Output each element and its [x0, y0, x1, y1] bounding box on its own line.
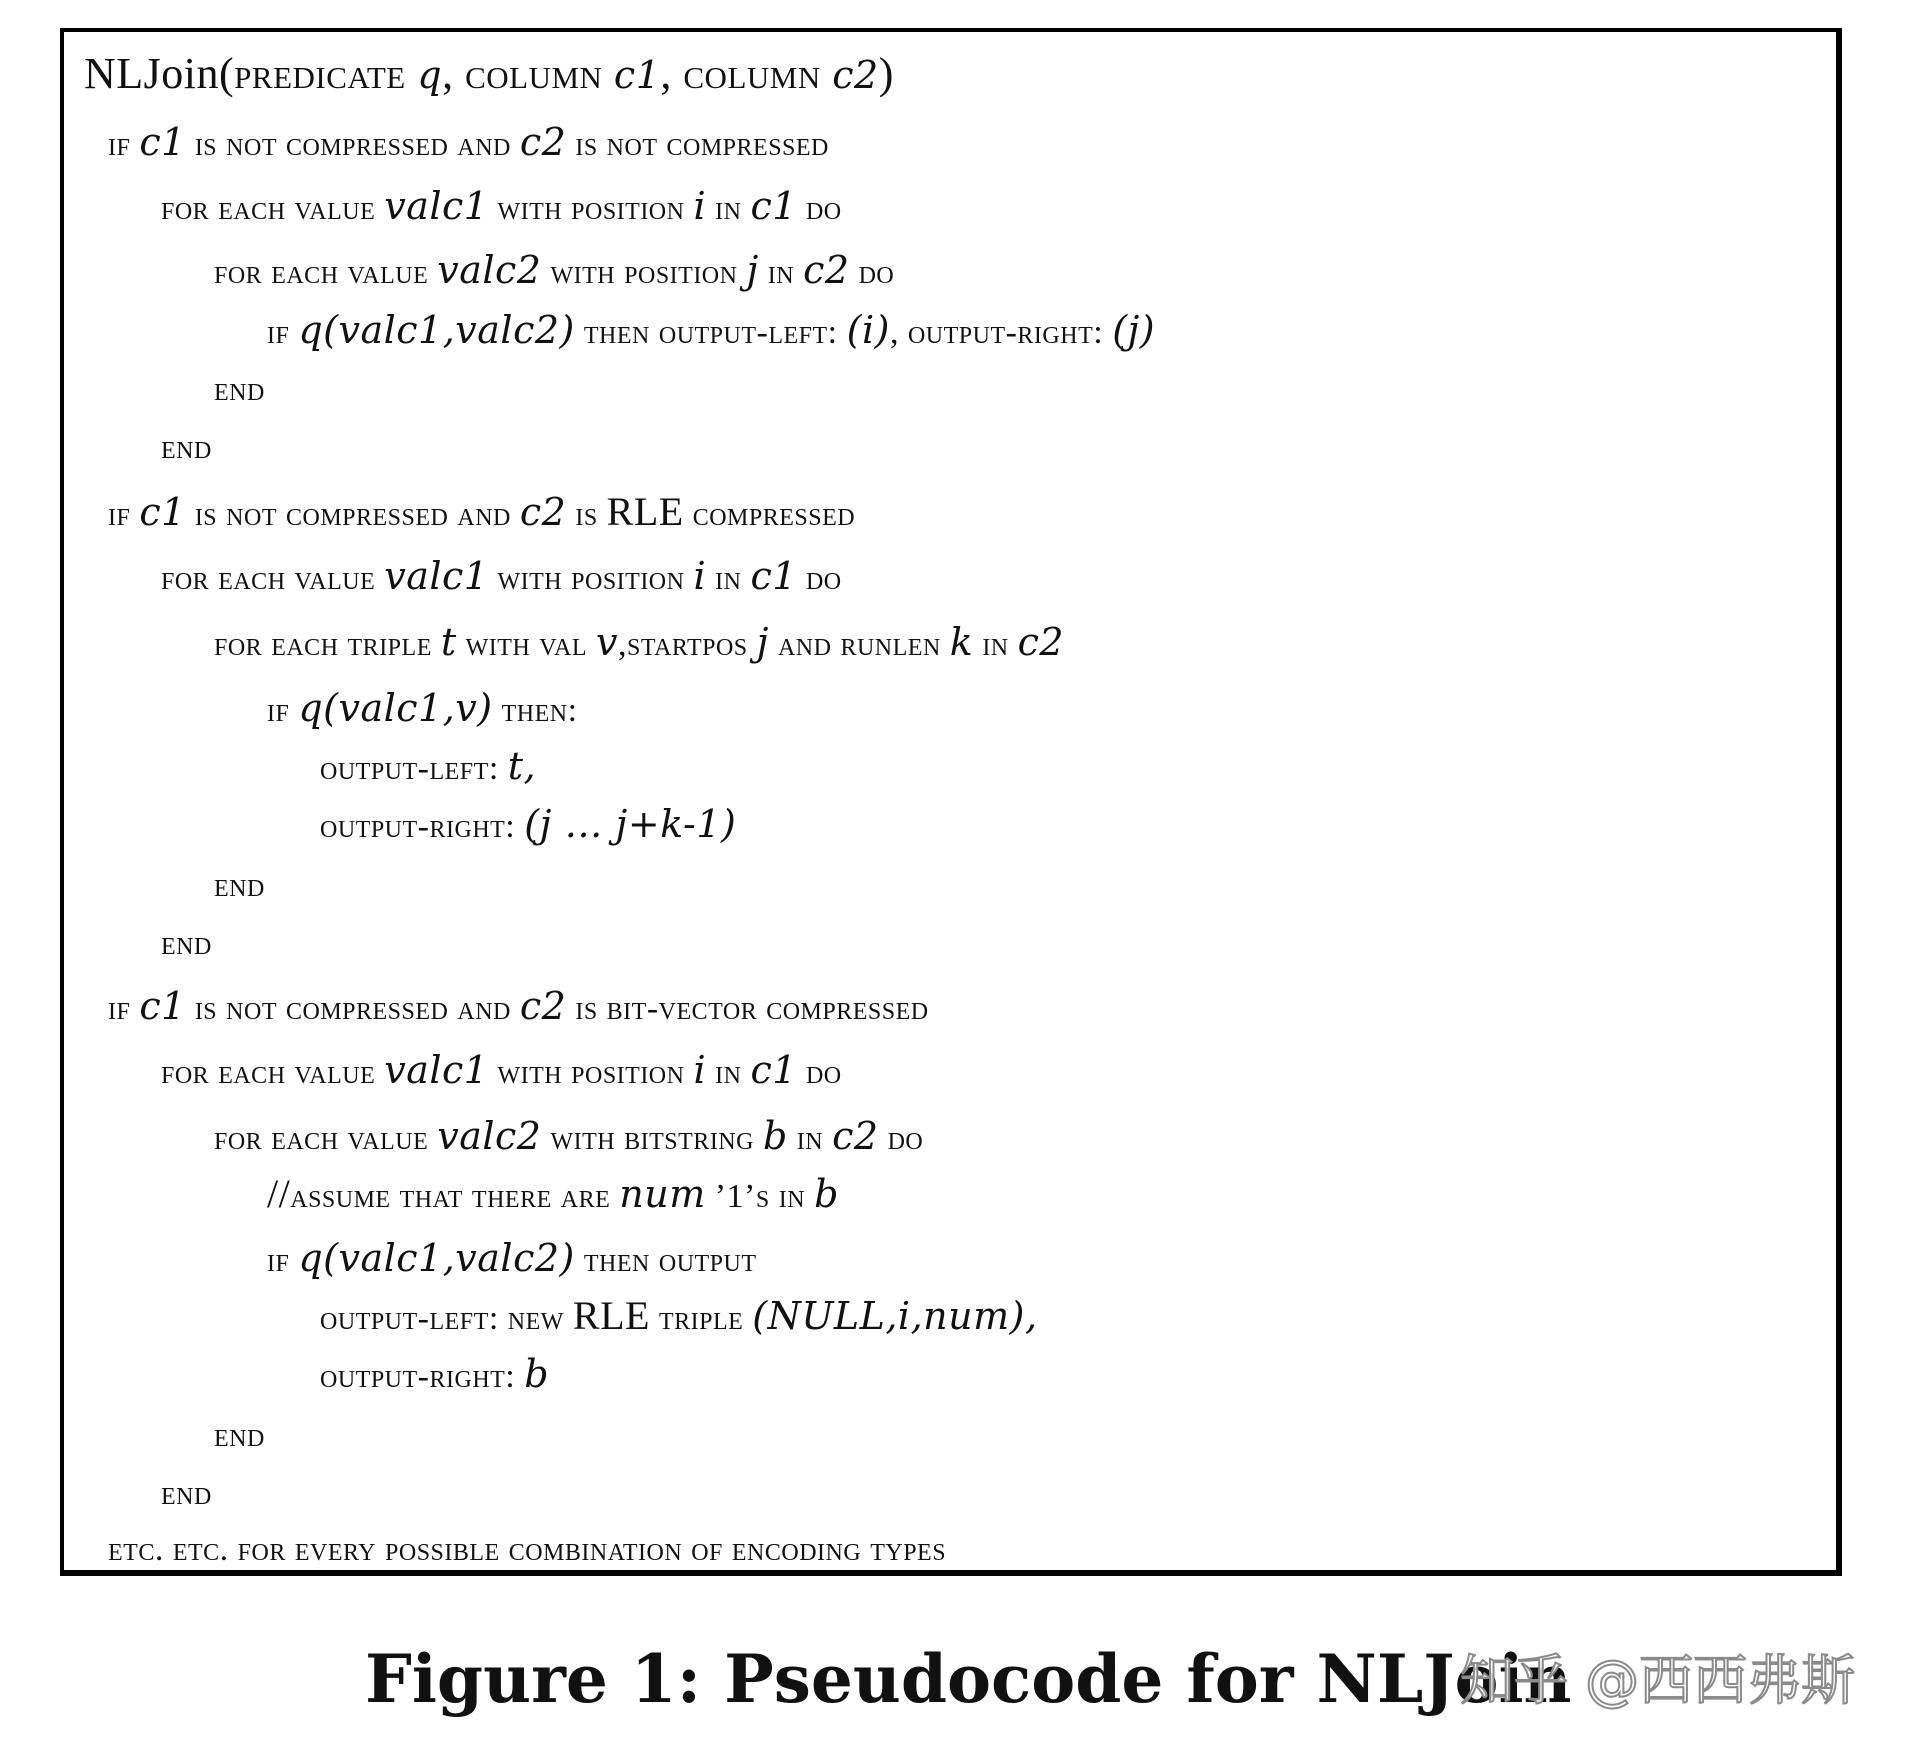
math-token: b — [762, 1114, 788, 1158]
code-line — [108, 984, 929, 1031]
keyword-token: with position — [488, 560, 694, 597]
keyword-token: output-right: — [320, 808, 525, 845]
keyword-token: for each value — [214, 1120, 438, 1157]
code-line — [214, 248, 894, 295]
math-token: t — [440, 620, 457, 664]
keyword-token: in — [706, 560, 751, 597]
keyword-token: then: — [492, 692, 578, 729]
math-token: c2 — [803, 248, 850, 292]
keyword-token: output-right: — [320, 1358, 525, 1395]
code-line — [214, 1414, 265, 1458]
keyword-token: then output-left: — [574, 314, 847, 351]
keyword-token: is bit-vector compressed — [566, 990, 929, 1027]
math-token: c1 — [139, 490, 186, 534]
keyword-token: is not compressed and — [185, 990, 520, 1027]
keyword-token: output-left: new — [320, 1300, 573, 1337]
math-token: k — [949, 620, 974, 664]
code-line — [108, 1528, 946, 1572]
param-name: c1 — [613, 53, 661, 97]
keyword-token: in — [706, 1054, 751, 1091]
separator: , — [660, 49, 684, 98]
keyword-token: in — [973, 626, 1018, 663]
pseudocode-box — [60, 28, 1842, 1576]
keyword-token: do — [878, 1120, 924, 1157]
keyword-token: in — [706, 190, 751, 227]
keyword-token: if — [108, 496, 140, 533]
keyword-token: if — [108, 126, 140, 163]
keyword-token: , output-right: — [889, 314, 1113, 351]
math-token: b — [524, 1352, 550, 1396]
keyword-token: compressed — [683, 496, 856, 533]
code-line — [161, 1472, 212, 1516]
keyword-token: is not compressed and — [185, 496, 520, 533]
figure-caption: Figure 1: Pseudocode for NLJoin — [365, 1640, 1572, 1718]
math-token: i — [693, 184, 707, 228]
keyword-token: do — [796, 560, 842, 597]
keyword-token: with position — [488, 190, 694, 227]
math-token: (j … j+k-1) — [524, 802, 737, 846]
keyword-token: if — [108, 990, 140, 1027]
keyword-token: assume that there are — [290, 1178, 620, 1215]
keyword-token: with position — [488, 1054, 694, 1091]
math-token: (j) — [1112, 308, 1156, 352]
param-type: column — [683, 49, 821, 98]
math-token: (i) — [846, 308, 890, 352]
math-token: j — [746, 248, 759, 292]
math-token: c2 — [519, 490, 567, 534]
code-line — [161, 554, 842, 601]
keyword-token: etc. etc. for every possible combination of encoding types — [108, 1531, 947, 1568]
math-token: i — [693, 554, 707, 598]
param-name: c2 — [832, 53, 879, 97]
keyword-token: then output — [574, 1242, 757, 1279]
code-line — [320, 1352, 549, 1399]
code-line — [214, 1114, 923, 1161]
math-token: c2 — [519, 120, 567, 164]
keyword-token: // — [267, 1171, 291, 1216]
keyword-token: and runlen — [768, 626, 950, 663]
keyword-token: if — [267, 692, 299, 729]
keyword-token: in — [758, 254, 804, 291]
keyword-token: triple — [649, 1300, 753, 1337]
param-name: q — [417, 53, 443, 97]
math-token: c2 — [832, 1114, 879, 1158]
math-token: valc1 — [384, 1048, 489, 1092]
math-token: (NULL,i,num), — [752, 1294, 1038, 1338]
math-token: j — [756, 620, 769, 664]
math-token: c1 — [750, 1048, 797, 1092]
code-line — [320, 802, 736, 849]
keyword-token: for each value — [214, 254, 438, 291]
keyword-token: with bitstring — [541, 1120, 763, 1157]
code-line — [267, 686, 578, 733]
code-line — [214, 368, 265, 412]
keyword-token: is — [566, 496, 607, 533]
keyword-token: ’1’s in — [705, 1178, 815, 1215]
keyword-token: is not compressed and — [185, 126, 520, 163]
function-signature — [84, 49, 894, 98]
keyword-token: end — [214, 371, 265, 408]
code-line — [267, 1172, 839, 1219]
math-token: c2 — [519, 984, 567, 1028]
keyword-token: with val — [456, 626, 597, 663]
math-token: b — [814, 1172, 839, 1216]
math-token: valc1 — [384, 184, 489, 228]
math-token: q(valc1,valc2) — [298, 308, 575, 352]
watermark: 知乎 @西西弗斯 — [1460, 1649, 1856, 1712]
code-line — [161, 1048, 842, 1095]
keyword-token: for each triple — [214, 626, 441, 663]
code-line — [320, 1294, 1038, 1341]
math-token: q(valc1,valc2) — [298, 1236, 575, 1280]
math-token: valc2 — [437, 248, 542, 292]
code-line — [320, 744, 536, 791]
keyword-token: end — [161, 925, 212, 962]
code-line — [161, 922, 212, 966]
keyword-token: output-left: — [320, 750, 508, 787]
keyword-token: do — [796, 1054, 842, 1091]
keyword-token: end — [214, 867, 265, 904]
keyword-token: ,startpos — [617, 626, 757, 663]
code-line — [214, 864, 265, 908]
code-line — [267, 308, 1155, 355]
math-token: q(valc1,v) — [298, 686, 493, 730]
math-token: c1 — [139, 120, 186, 164]
code-line — [108, 490, 855, 537]
keyword-token: do — [849, 254, 895, 291]
param-type: predicate — [234, 49, 406, 98]
keyword-token: RLE — [606, 489, 684, 534]
separator: ) — [878, 49, 894, 98]
keyword-token: end — [214, 1417, 265, 1454]
math-token: valc2 — [437, 1114, 542, 1158]
math-token: c1 — [139, 984, 186, 1028]
math-token: num — [619, 1172, 706, 1216]
math-token: i — [693, 1048, 707, 1092]
function-name: NLJoin( — [84, 49, 235, 98]
keyword-token: for each value — [161, 190, 385, 227]
keyword-token: do — [796, 190, 842, 227]
code-line — [267, 1236, 757, 1283]
separator: , — [442, 49, 466, 98]
math-token: c1 — [750, 184, 797, 228]
code-line — [108, 120, 829, 167]
math-token: c1 — [750, 554, 797, 598]
keyword-token: end — [161, 1475, 212, 1512]
keyword-token: is not compressed — [566, 126, 829, 163]
keyword-token: RLE — [572, 1293, 650, 1338]
math-token: c2 — [1017, 620, 1065, 664]
code-line — [161, 426, 212, 470]
keyword-token: if — [267, 1242, 299, 1279]
keyword-token: with position — [541, 254, 747, 291]
math-token: v — [596, 620, 618, 664]
keyword-token: if — [267, 314, 299, 351]
code-line — [214, 620, 1064, 667]
keyword-token: in — [787, 1120, 833, 1157]
keyword-token: for each value — [161, 1054, 385, 1091]
keyword-token: end — [161, 429, 212, 466]
param-type: column — [465, 49, 603, 98]
code-line — [161, 184, 842, 231]
math-token: valc1 — [384, 554, 489, 598]
math-token: t, — [507, 744, 537, 788]
keyword-token: for each value — [161, 560, 385, 597]
